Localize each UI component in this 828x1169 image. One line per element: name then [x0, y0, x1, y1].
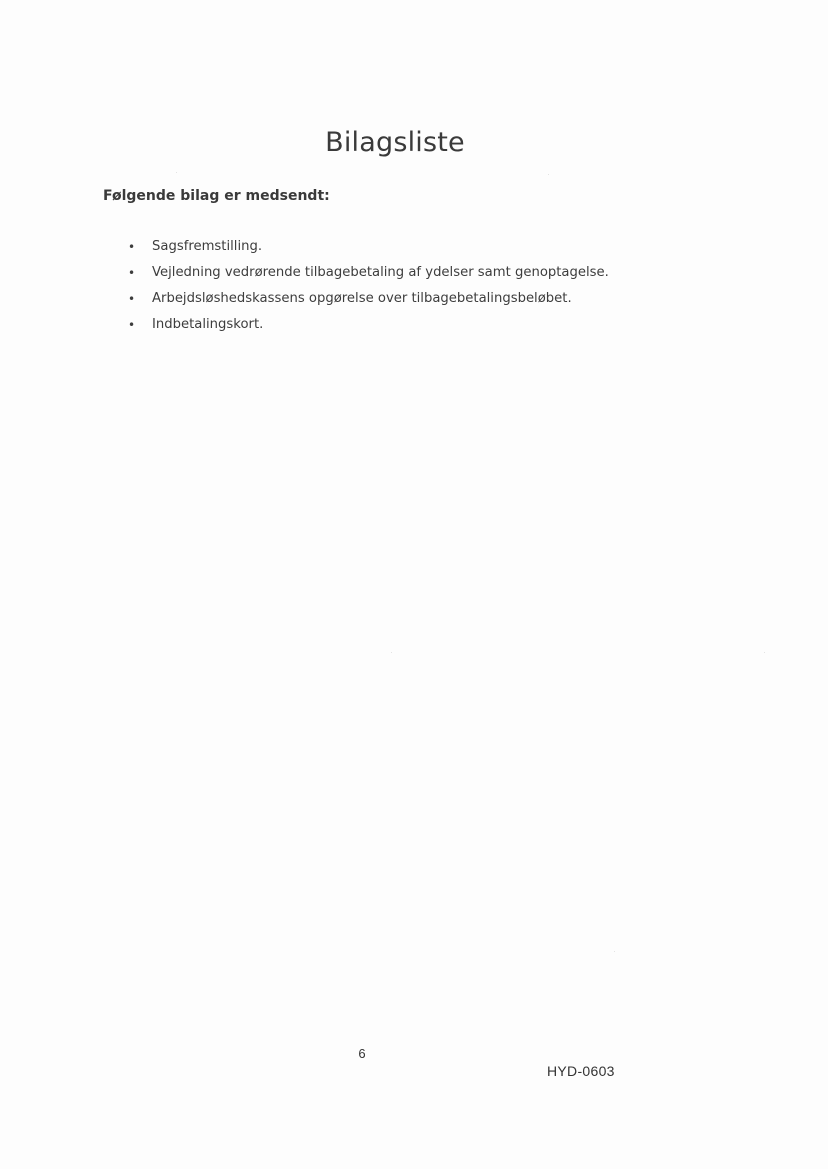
scan-speck: [548, 174, 549, 175]
list-item-text: Vejledning vedrørende tilbagebetaling af ydelser samt genoptagelse.: [152, 265, 609, 280]
scan-speck: [391, 652, 392, 653]
bullet-icon: •: [128, 240, 136, 254]
list-item: [120, 314, 609, 340]
bullet-icon: •: [128, 266, 136, 280]
list-item-text: Arbejdsløshedskassens opgørelse over tilbagebetalingsbeløbet.: [152, 291, 572, 306]
list-item-text: Sagsfremstilling.: [152, 239, 263, 254]
page-title: Bilagsliste: [325, 127, 465, 158]
scan-speck: [764, 652, 765, 653]
list-item: [120, 288, 609, 314]
bullet-icon: •: [128, 292, 136, 306]
scan-speck: [614, 951, 615, 952]
bullet-icon: •: [128, 318, 136, 332]
document-code: HYD-0603: [547, 1063, 615, 1079]
enclosures-heading: Følgende bilag er medsendt:: [103, 188, 330, 204]
page-number: 6: [358, 1046, 366, 1061]
list-item-text: Indbetalingskort.: [152, 317, 264, 332]
scan-speck: [176, 172, 177, 173]
enclosures-list: [120, 236, 609, 340]
list-item: [120, 262, 609, 288]
list-item: [120, 236, 609, 262]
